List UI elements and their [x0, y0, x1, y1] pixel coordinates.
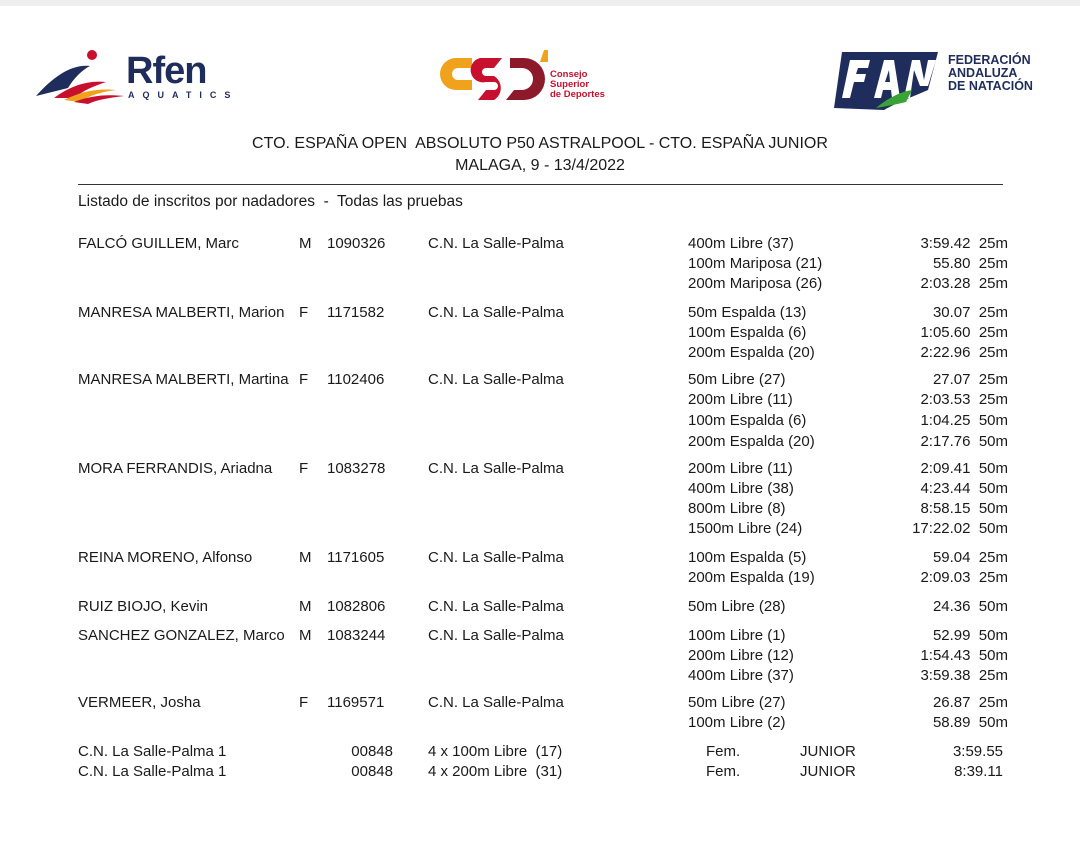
relay-category: JUNIOR — [800, 763, 856, 780]
event-time: 3:59.38 25m — [920, 667, 1008, 684]
swimmer-name: SANCHEZ GONZALEZ, Marco — [78, 627, 285, 644]
relay-gender: Fem. — [706, 743, 741, 760]
swimmer-license: 1090326 — [327, 235, 386, 252]
event-time: 2:17.76 50m — [920, 433, 1008, 450]
listing-subtitle: Listado de inscritos por nadadores - Todas las pruebas — [78, 193, 463, 210]
swimmer-club: C.N. La Salle-Palma — [428, 549, 564, 566]
competition-location: MALAGA, 9 - 13/4/2022 — [455, 157, 625, 174]
relay-event: 4 x 200m Libre (31) — [428, 763, 563, 780]
event-time: 30.07 25m — [932, 304, 1008, 321]
swimmer-club: C.N. La Salle-Palma — [428, 304, 564, 321]
event-name: 400m Libre (37) — [688, 235, 794, 252]
event-name: 200m Espalda (20) — [688, 344, 815, 361]
swimmer-sex: M — [299, 627, 312, 644]
event-time: 26.87 25m — [932, 694, 1008, 711]
header-divider — [78, 184, 1003, 185]
top-band — [0, 0, 1080, 6]
event-name: 100m Libre (1) — [688, 627, 786, 644]
event-name: 100m Libre (2) — [688, 714, 786, 731]
relay-code: 00848 — [351, 743, 393, 760]
swimmer-sex: F — [299, 460, 309, 477]
event-time: 1:05.60 25m — [920, 324, 1008, 341]
swimmer-club: C.N. La Salle-Palma — [428, 460, 564, 477]
event-time: 58.89 50m — [932, 714, 1008, 731]
relay-time: 3:59.55 — [952, 743, 1003, 760]
swimmer-club: C.N. La Salle-Palma — [428, 235, 564, 252]
swimmer-sex: F — [299, 304, 309, 321]
swimmer-name: MORA FERRANDIS, Ariadna — [78, 460, 273, 477]
event-name: 50m Espalda (13) — [688, 304, 807, 321]
event-name: 200m Mariposa (26) — [688, 275, 823, 292]
swimmer-license: 1082806 — [327, 598, 386, 615]
swimmer-license: 1171582 — [327, 304, 385, 321]
swimmer-club: C.N. La Salle-Palma — [428, 694, 564, 711]
csd-text: Consejo Superior de Deportes — [550, 69, 605, 100]
event-time: 2:09.41 50m — [920, 460, 1008, 477]
rfen-wordmark: Rfen — [126, 50, 207, 92]
competition-title: CTO. ESPAÑA OPEN ABSOLUTO P50 ASTRALPOOL - CTO. ESPAÑA JUNIOR — [252, 135, 828, 152]
relay-category: JUNIOR — [800, 743, 856, 760]
swimmer-name: RUIZ BIOJO, Kevin — [78, 598, 209, 615]
event-time: 3:59.42 25m — [920, 235, 1008, 252]
event-time: 1:04.25 50m — [920, 412, 1008, 429]
event-name: 200m Espalda (20) — [688, 433, 815, 450]
fan-mark-icon — [834, 46, 940, 112]
event-name: 200m Libre (11) — [688, 391, 793, 408]
relay-time: 8:39.11 — [954, 763, 1003, 780]
event-time: 27.07 25m — [932, 371, 1008, 388]
rfen-swimmer-icon — [34, 46, 126, 106]
fan-text: FEDERACIÓN ANDALUZA DE NATACIÓN — [948, 53, 1033, 93]
event-time: 4:23.44 50m — [920, 480, 1008, 497]
event-time: 8:58.15 50m — [920, 500, 1008, 517]
event-name: 100m Mariposa (21) — [688, 255, 823, 272]
csd-logo — [436, 46, 616, 106]
swimmer-sex: M — [299, 598, 312, 615]
event-name: 50m Libre (27) — [688, 371, 786, 388]
relay-code: 00848 — [351, 763, 393, 780]
event-name: 100m Espalda (6) — [688, 324, 807, 341]
event-time: 52.99 50m — [932, 627, 1008, 644]
swimmer-name: MANRESA MALBERTI, Martina — [78, 371, 289, 388]
event-name: 200m Espalda (19) — [688, 569, 815, 586]
swimmer-license: 1102406 — [327, 371, 385, 388]
relay-gender: Fem. — [706, 763, 741, 780]
event-time: 2:22.96 25m — [920, 344, 1008, 361]
event-name: 400m Libre (38) — [688, 480, 794, 497]
event-time: 24.36 50m — [932, 598, 1008, 615]
event-name: 50m Libre (27) — [688, 694, 786, 711]
swimmer-license: 1171605 — [327, 549, 385, 566]
event-time: 2:09.03 25m — [920, 569, 1008, 586]
swimmer-club: C.N. La Salle-Palma — [428, 371, 564, 388]
swimmer-sex: F — [299, 694, 309, 711]
relay-event: 4 x 100m Libre (17) — [428, 743, 563, 760]
swimmer-club: C.N. La Salle-Palma — [428, 598, 564, 615]
event-name: 400m Libre (37) — [688, 667, 794, 684]
swimmer-club: C.N. La Salle-Palma — [428, 627, 564, 644]
event-time: 55.80 25m — [932, 255, 1008, 272]
event-name: 800m Libre (8) — [688, 500, 786, 517]
swimmer-name: FALCÓ GUILLEM, Marc — [78, 235, 239, 252]
swimmer-sex: M — [299, 549, 312, 566]
event-name: 50m Libre (28) — [688, 598, 786, 615]
swimmer-sex: F — [299, 371, 309, 388]
swimmer-name: REINA MORENO, Alfonso — [78, 549, 253, 566]
swimmer-license: 1083278 — [327, 460, 386, 477]
event-time: 2:03.28 25m — [920, 275, 1008, 292]
event-time: 59.04 25m — [932, 549, 1008, 566]
rfen-logo — [34, 46, 239, 106]
swimmer-sex: M — [299, 235, 312, 252]
event-time: 1:54.43 50m — [920, 647, 1008, 664]
swimmer-license: 1083244 — [327, 627, 386, 644]
swimmer-license: 1169571 — [327, 694, 385, 711]
event-name: 100m Espalda (6) — [688, 412, 807, 429]
swimmer-name: VERMEER, Josha — [78, 694, 201, 711]
event-name: 100m Espalda (5) — [688, 549, 807, 566]
relay-club: C.N. La Salle-Palma 1 — [78, 743, 227, 760]
rfen-subtitle: AQUATICS — [128, 90, 239, 100]
event-time: 17:22.02 50m — [912, 520, 1008, 537]
event-time: 2:03.53 25m — [920, 391, 1008, 408]
fan-logo — [834, 46, 1039, 112]
event-name: 1500m Libre (24) — [688, 520, 803, 537]
relay-club: C.N. La Salle-Palma 1 — [78, 763, 227, 780]
swimmer-name: MANRESA MALBERTI, Marion — [78, 304, 285, 321]
event-name: 200m Libre (12) — [688, 647, 794, 664]
csd-mark-icon — [436, 46, 548, 106]
event-name: 200m Libre (11) — [688, 460, 793, 477]
